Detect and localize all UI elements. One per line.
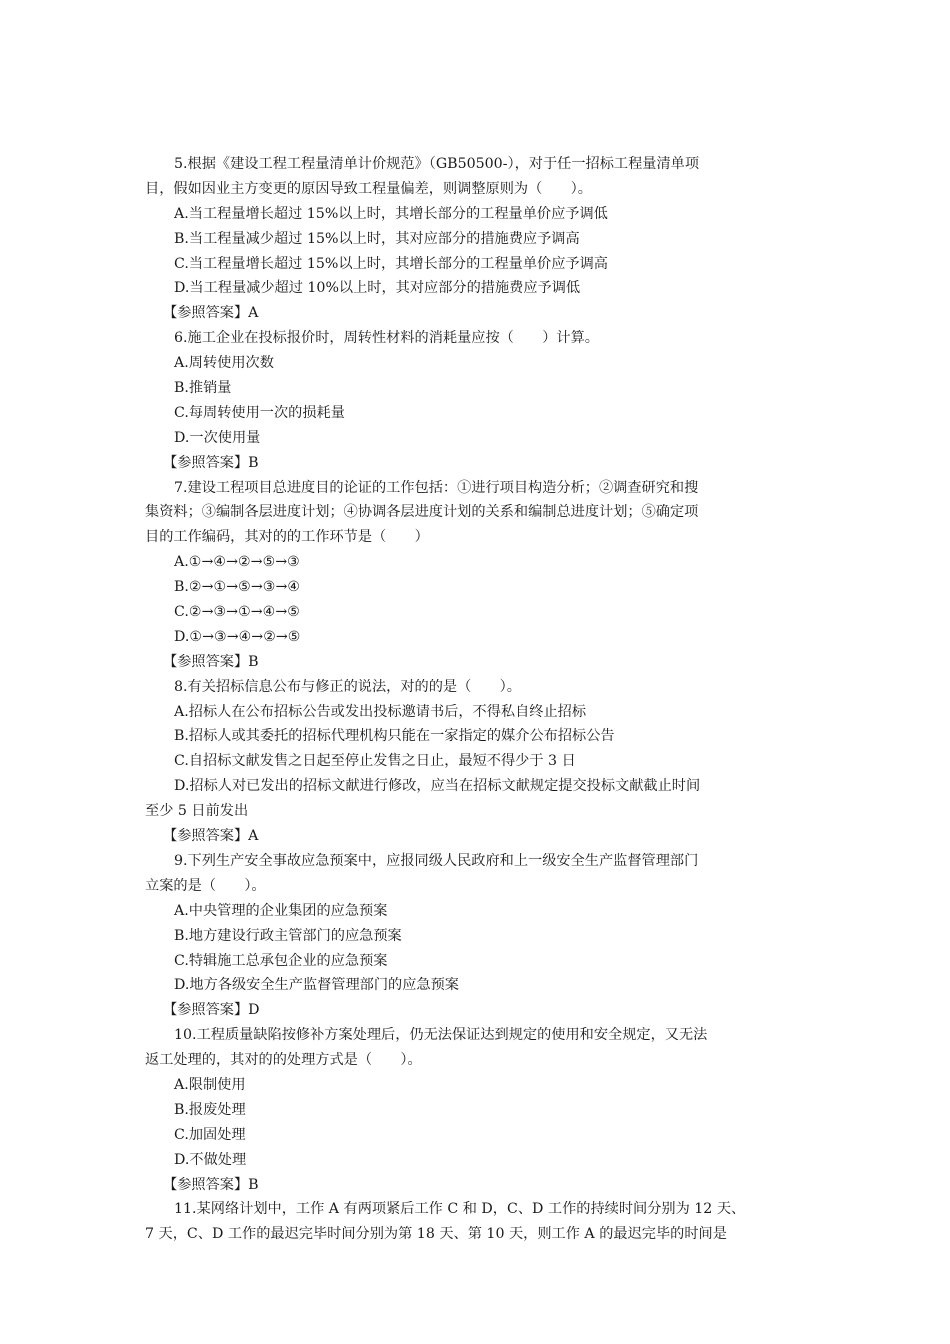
document-page bbox=[145, 152, 805, 1247]
reference-answer: 【参照答案】B bbox=[163, 653, 259, 670]
reference-answer: 【参照答案】B bbox=[163, 454, 259, 471]
question-stem-line: 8.有关招标信息公布与修正的说法，对的的是（ ）。 bbox=[174, 678, 521, 695]
question-stem-line: 7.建设工程项目总进度目的论证的工作包括：①进行项目构造分析；②调查研究和搜 bbox=[174, 479, 699, 496]
question-stem-line: 9.下列生产安全事故应急预案中，应报同级人民政府和上一级安全生产监督管理部门 bbox=[174, 852, 699, 869]
option-line: B.②→①→⑤→③→④ bbox=[174, 579, 301, 596]
question-stem-line: 11.某网络计划中，工作 A 有两项紧后工作 C 和 D，C、D 工作的持续时间分别为 12 天、 bbox=[174, 1201, 746, 1218]
option-line: D.不做处理 bbox=[174, 1151, 247, 1168]
option-line: D.地方各级安全生产监督管理部门的应急预案 bbox=[174, 977, 459, 994]
question-stem-line: 立案的是（ ）。 bbox=[145, 877, 266, 894]
option-line: A.①→④→②→⑤→③ bbox=[174, 554, 300, 571]
reference-answer: 【参照答案】B bbox=[163, 1176, 259, 1193]
option-line: A.中央管理的企业集团的应急预案 bbox=[174, 902, 388, 919]
question-stem-line: 7 天，C、D 工作的最迟完毕时间分别为第 18 天、第 10 天，则工作 A 的最迟完毕的时间是 bbox=[145, 1226, 727, 1243]
option-line: D.招标人对已发出的招标文献进行修改，应当在招标文献规定提交投标文献截止时间 bbox=[174, 778, 701, 795]
question-stem-line: 6.施工企业在投标报价时，周转性材料的消耗量应按（ ）计算。 bbox=[174, 330, 599, 347]
option-line: D.一次使用量 bbox=[174, 429, 261, 446]
option-line: B.当工程量减少超过 15%以上时，其对应部分的措施费应予调高 bbox=[174, 230, 580, 247]
option-line: D.当工程量减少超过 10%以上时，其对应部分的措施费应予调低 bbox=[174, 280, 581, 297]
option-line: C.当工程量增长超过 15%以上时，其增长部分的工程量单价应予调高 bbox=[174, 255, 608, 272]
question-stem-line: 集资料；③编制各层进度计划；④协调各层进度计划的关系和编制总进度计划；⑤确定项 bbox=[145, 504, 699, 521]
option-line: A.限制使用 bbox=[174, 1076, 246, 1093]
question-stem-line: 10.工程质量缺陷按修补方案处理后，仍无法保证达到规定的使用和安全规定，又无法 bbox=[174, 1027, 708, 1044]
question-stem-line: 目，假如因业主方变更的原因导致工程量偏差，则调整原则为（ ）。 bbox=[145, 180, 592, 197]
question-stem-line: 目的工作编码，其对的的工作环节是（ ） bbox=[145, 529, 429, 546]
option-line: B.地方建设行政主管部门的应急预案 bbox=[174, 927, 402, 944]
option-line: B.招标人或其委托的招标代理机构只能在一家指定的媒介公布招标公告 bbox=[174, 728, 615, 745]
option-line: A.周转使用次数 bbox=[174, 355, 274, 372]
option-line: C.每周转使用一次的损耗量 bbox=[174, 404, 345, 421]
option-line: C.加固处理 bbox=[174, 1126, 246, 1143]
option-line: A.当工程量增长超过 15%以上时，其增长部分的工程量单价应予调低 bbox=[174, 205, 608, 222]
option-line: C.特辑施工总承包企业的应急预案 bbox=[174, 952, 388, 969]
option-line: B.推销量 bbox=[174, 380, 232, 397]
option-line: C.②→③→①→④→⑤ bbox=[174, 604, 301, 621]
option-line: D.①→③→④→②→⑤ bbox=[174, 628, 301, 645]
reference-answer: 【参照答案】A bbox=[163, 828, 259, 845]
option-line: A.招标人在公布招标公告或发出投标邀请书后，不得私自终止招标 bbox=[174, 703, 587, 720]
option-line: B.报废处理 bbox=[174, 1101, 246, 1118]
question-stem-line: 返工处理的，其对的的处理方式是（ ）。 bbox=[145, 1052, 422, 1069]
option-line: C.自招标文献发售之日起至停止发售之日止，最短不得少于 3 日 bbox=[174, 753, 576, 770]
question-stem-line: 5.根据《建设工程工程量清单计价规范》（GB50500-），对于任一招标工程量清单项 bbox=[174, 156, 700, 172]
option-line: 至少 5 日前发出 bbox=[145, 803, 249, 820]
reference-answer: 【参照答案】D bbox=[163, 1002, 260, 1019]
reference-answer: 【参照答案】A bbox=[163, 305, 259, 322]
